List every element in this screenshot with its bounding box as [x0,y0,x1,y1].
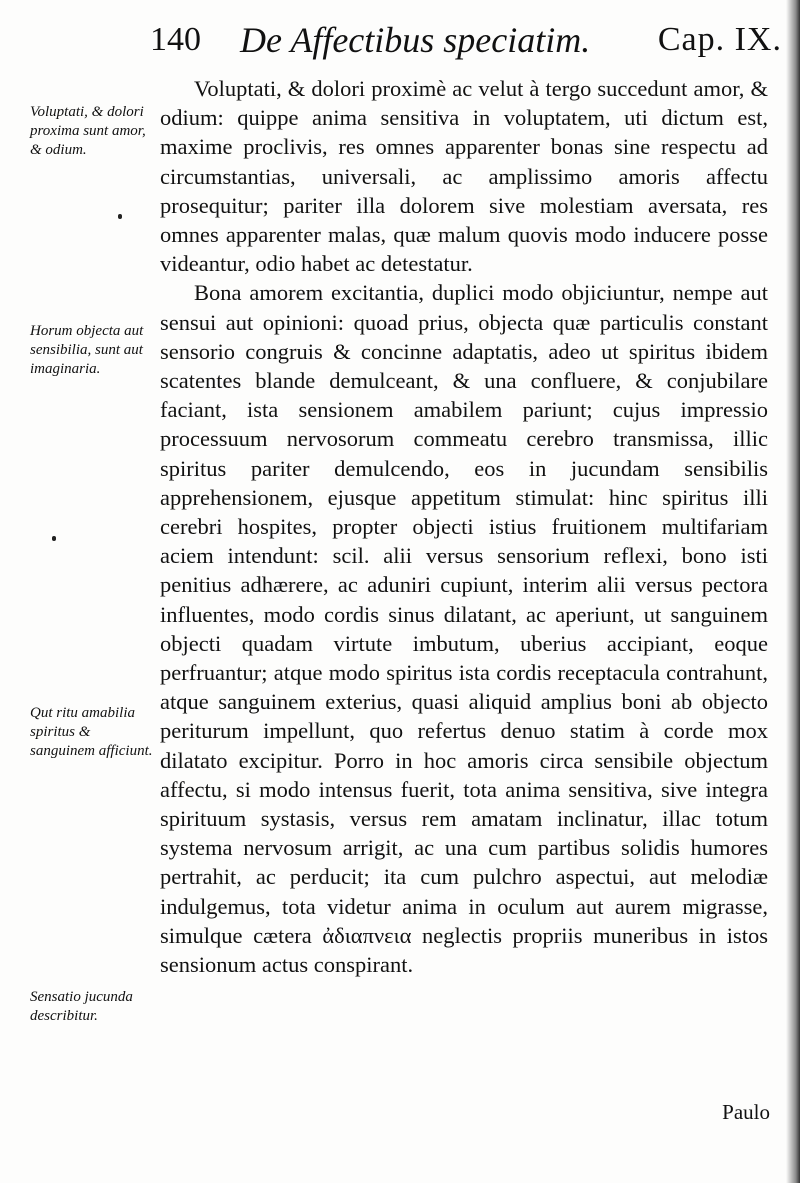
margin-note: Qut ritu amabilia spiritus & sanguinem afficiunt. [30,705,153,759]
page-header [150,14,782,66]
margin-note: Voluptati, & dolori proxima sunt amor, & odium. [30,104,146,158]
ink-speck [52,536,56,541]
main-text [160,74,768,979]
page-number: 140 [150,21,201,58]
margin-note: Horum objecta aut sensibilia, sunt aut imaginaria. [30,323,144,377]
paragraph: Bona amorem excitantia, duplici modo objiciuntur, nempe aut sensui aut opinioni: quoad prius, objecta quæ particulis constant sensorio congruis & concinne adaptatis, adeo ut spiritus ibidem scatentes blande demulceant, & una confluere, & conjubilare faciant, ista sensionem amabilem pariunt; cujus impressio processuum nervosorum commeatu cerebro transmissa, illic spiritus pariter demulcendo, eos in jucundam sensibilis apprehensionem, ejusque appetitum stimulat: hinc spiritus illi cerebri hospites, propter objecti istius fruitionem multifariam aciem intendunt: scil. alii versus sensorium reflexi, bono isti penitius adhærere, ac aduniri cupiunt, interim alii versus pectora influentes, modo cordis sinus dilatant, ac aperiunt, ut sanguinem objecti quadam virtute imbutum, uberius accipiant, eoque perfruantur; atque modo spiritus ista cordis receptacula contrahunt, atque sanguinem exterius, quasi aliquid amplius boni ab objecto periturum impellunt, quo refertus denuo statim à corde mox dilatato excipitur. Porro in hoc amoris circa sensibile objectum affectu, si modo intensus fuerit, tota anima sensitiva, sive integra spirituum systasis, versus rem amatam inclinatur, illac totum systema nervosum arrigit, ac una cum partibus solidis humores pertrahit, ac perducit; ita cum pulchro aspectui, aut melodiæ indulgemus, tota videtur anima in oculum aut aurem migrasse, simulque cætera ἀδιαπνεια neglectis propriis muneribus in istos sensionum actus conspirant. [160,280,768,978]
catchword: Paulo [722,1100,770,1124]
page-edge-shadow [786,0,800,1183]
running-title: De Affectibus speciatim. [240,20,591,60]
chapter-label: Cap. IX. [657,21,782,58]
margin-note: Sensatio jucunda describitur. [30,989,133,1024]
paragraph: Voluptati, & dolori proximè ac velut à tergo succedunt amor, & odium: quippe anima sensitiva in voluptatem, uti dictum est, maxime proclivis, res omnes apparenter bonas sine respectu ad circumstantias, universali, ac amplissimo amoris affectu prosequitur; pariter illa dolorem sive molestiam aversata, res omnes apparenter malas, quæ malum quovis modo inducere posse videantur, odio habet ac detestatur. [160,76,768,277]
ink-speck [118,214,122,219]
